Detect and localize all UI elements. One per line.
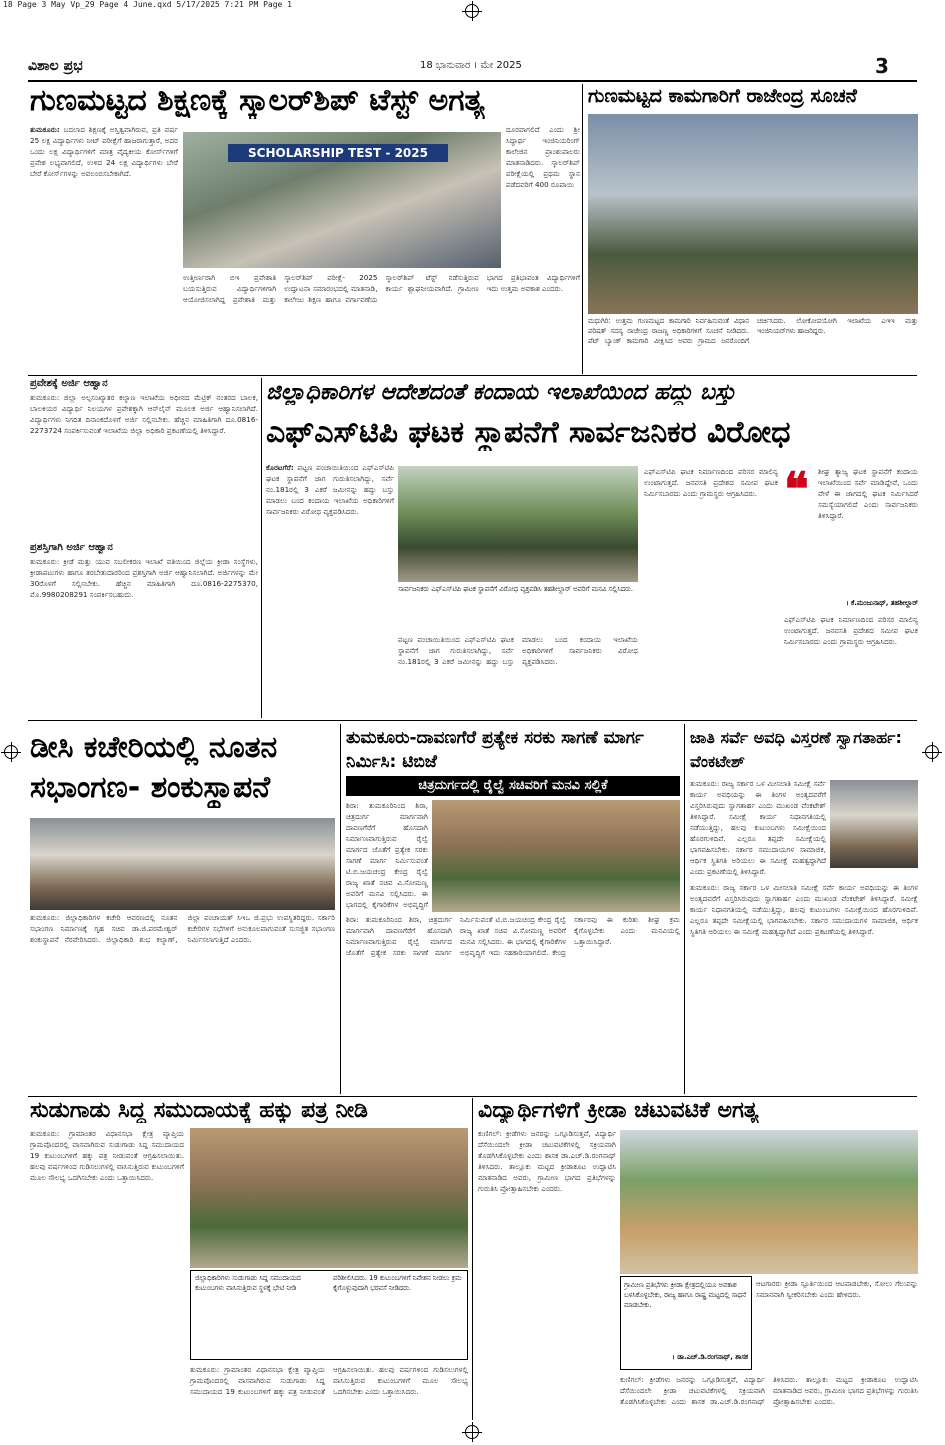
section-rule-3 [28, 1096, 917, 1097]
story4-photo-caption: ಸಾರ್ವಜನಿಕರು ಎಫ್‌ಎಸ್‌ಟಿಪಿ ಘಟಕ ಸ್ಥಾಪನೆಗೆ ವಿರೋಧ ವ್ಯಕ್ತಪಡಿಸಿ ತಹಶೀಲ್ದಾರ್ ಅವರಿಗೆ ಮನವಿ ಸಲ್ಲಿಸಿದರು. [398, 585, 634, 593]
masthead-name: ವಿಶಾಲ ಪ್ರಭ [28, 58, 83, 74]
story7-headline: ಜಾತಿ ಸರ್ವೆ ಅವಧಿ ವಿಸ್ತರಣೆ ಸ್ವಾಗತಾರ್ಹ: ವೆಂಕಟೇಶ್ [690, 728, 902, 771]
story8-text: ತುಮಕೂರು: ಗ್ರಾಮಾಂತರ ವಿಧಾನಸಭಾ ಕ್ಷೇತ್ರ ವ್ಯಾಪ್ತಿಯ ಗ್ರಾಮವೊಂದರಲ್ಲಿ ವಾಸವಾಗಿರುವ ಸುಡುಗಾಡು ಸಿದ್ದ ಸಮುದಾಯದ 19 ಕುಟುಂಬಗಳಿಗೆ ಹಕ್ಕು ಪತ್ರ ನೀಡುವಂತೆ ಆಗ್ರಹಿಸಲಾಯಿತು. ಹಲವು ವರ್ಷಗಳಿಂದ ಗುಡಿಸಲುಗಳಲ್ಲಿ ವಾಸಿಸುತ್ತಿರುವ ಕುಟುಂಬಗಳಿಗೆ ಮೂಲ ಸೌಲಭ್ಯ ಒದಗಿಸಬೇಕು ಎಂದು ಒತ್ತಾಯಿಸಿದರು. [30, 1129, 184, 1182]
story1-col1 [30, 124, 178, 319]
story4-quote: ಶೀಘ್ರ ತ್ಯಾಜ್ಯ ಘಟಕ ಸ್ಥಾಪನೆಗೆ ಕಂದಾಯ ಇಲಾಖೆಯಿಂದ ಸರ್ವೆ ಮಾಡಿದ್ದೇವೆ, ಒಂದು ವೇಳೆ ಈ ಜಾಗದಲ್ಲಿ ಘಟಕ ನಿರ್ಮಿಸಿದರೆ ಸಮಸ್ಯೆಯಾಗಲಿದೆ ಎಂದು ಸಾರ್ವಜನಿಕರು ತಿಳಿಸಿದ್ದಾರೆ. [818, 467, 918, 520]
story1-col5: ದೂರವಾಗಲಿದೆ ಎಂದು ಶ್ರೀ ಸಿದ್ಧಾರ್ಥ ಇಂಜಿನಿಯರಿಂಗ್ ಕಾಲೇಜಿನ ಪ್ರಾಂಶುಪಾಲರು ಮಾತನಾಡಿದರು. ಸ್ಕಾಲರ್‌ಶಿಪ್ ಪರೀಕ್ಷೆಯಲ್ಲಿ ಪ್ರಥಮ ಸ್ಥಾನ ಪಡೆದವರಿಗೆ 400 ರೂಪಾಯಿ [506, 125, 580, 189]
story8-text2: ತುಮಕೂರು: ಗ್ರಾಮಾಂತರ ವಿಧಾನಸಭಾ ಕ್ಷೇತ್ರ ವ್ಯಾಪ್ತಿಯ ಗ್ರಾಮವೊಂದರಲ್ಲಿ ವಾಸವಾಗಿರುವ ಸುಡುಗಾಡು ಸಿದ್ದ ಸಮುದಾಯದ 19 ಕುಟುಂಬಗಳಿಗೆ ಹಕ್ಕು ಪತ್ರ ನೀಡುವಂತೆ ಆಗ್ರಹಿಸಲಾಯಿತು. ಹಲವು ವರ್ಷಗಳಿಂದ ಗುಡಿಸಲುಗಳಲ್ಲಿ ವಾಸಿಸುತ್ತಿರುವ ಕುಟುಂಬಗಳಿಗೆ ಮೂಲ ಸೌಲಭ್ಯ ಒದಗಿಸಬೇಕು ಎಂದು ಒತ್ತಾಯಿಸಿದರು. [190, 1365, 468, 1396]
story1-dateline: ತುಮಕೂರು: [30, 125, 60, 134]
story6-banner: ಚಿತ್ರದುರ್ಗದಲ್ಲಿ ರೈಲ್ವೆ ಸಚಿವರಿಗೆ ಮನವಿ ಸಲ್ಲಿಕೆ [346, 776, 680, 796]
story5-text: ತುಮಕೂರು: ಜಿಲ್ಲಾಧಿಕಾರಿಗಳ ಕಚೇರಿ ಆವರಣದಲ್ಲಿ ನೂತನ ಸಭಾಂಗಣ ನಿರ್ಮಾಣಕ್ಕೆ ಗೃಹ ಸಚಿವ ಡಾ.ಜಿ.ಪರಮೇಶ್ವರ್ ಶಂಕುಸ್ಥಾಪನೆ ನೆರವೇರಿಸಿದರು. ಜಿಲ್ಲಾಧಿಕಾರಿ ಶುಭ ಕಲ್ಯಾಣ್, ಜಿಲ್ಲಾ ಪಂಚಾಯತ್ ಸಿಇಒ ಜಿ.ಪ್ರಭು ಉಪಸ್ಥಿತರಿದ್ದರು. ಸರ್ಕಾರಿ ಕಚೇರಿಗಳ ಸಭೆಗಳಿಗೆ ಅನುಕೂಲವಾಗುವಂತೆ ಸುಸಜ್ಜಿತ ಸಭಾಂಗಣ ನಿರ್ಮಿಸಲಾಗುತ್ತಿದೆ ಎಂದರು. [30, 913, 335, 944]
story6-col1: ಶಿರಾ: ತುಮಕೂರಿನಿಂದ ಶಿರಾ, ಚಿತ್ರದುರ್ಗ ಮಾರ್ಗವಾಗಿ ದಾವಣಗೆರೆಗೆ ಹೊಸದಾಗಿ ನಿರ್ಮಾಣವಾಗುತ್ತಿರುವ ರೈಲ್ವೆ ಮಾರ್ಗದ ಜೊತೆಗೆ ಪ್ರತ್ಯೇಕ ಸರಕು ಸಾಗಣೆ ಮಾರ್ಗ ನಿರ್ಮಿಸುವಂತೆ ಟಿ.ಬಿ.ಜಯಚಂದ್ರ ಕೇಂದ್ರ ರೈಲ್ವೆ ರಾಜ್ಯ ಖಾತೆ ಸಚಿವ ವಿ.ಸೋಮಣ್ಣ ಅವರಿಗೆ ಮನವಿ ಸಲ್ಲಿಸಿದರು. ಈ ಭಾಗದಲ್ಲಿ ಕೈಗಾರಿಕೆಗಳ ಅಭಿವೃದ್ಧಿಗೆ [346, 801, 428, 909]
story4-col3: ಎಫ್‌ಎಸ್‌ಟಿಪಿ ಘಟಕ ನಿರ್ಮಾಣದಿಂದ ಪರಿಸರ ಮಾಲಿನ್ಯ ಉಂಟಾಗುತ್ತದೆ. ಜನವಸತಿ ಪ್ರದೇಶದ ಸಮೀಪ ಘಟಕ ನಿರ್ಮಿಸಬಾರದು ಎಂದು ಗ್ರಾಮಸ್ಥರು ಆಗ್ರಹಿಸಿದರು. [644, 467, 778, 498]
story5-headline: ಡೀಸಿ ಕಚೇರಿಯಲ್ಲಿ ನೂತನ ಸಭಾಂಗಣ- ಶಂಕುಸ್ಥಾಪನೆ [30, 730, 278, 805]
page-number: 3 [875, 54, 889, 78]
story3-text2: ತುಮಕೂರು: ಕ್ರೀಡೆ ಮತ್ತು ಯುವ ಸಬಲೀಕರಣ ಇಲಾಖೆ ವತಿಯಿಂದ ಜಿಲ್ಲೆಯ ಕ್ರೀಡಾ ಸಂಸ್ಥೆಗಳು, ಕ್ರೀಡಾಪಟುಗಳು ಹಾಗೂ ತರಬೇತುದಾರರಿಂದ ಪ್ರಶಸ್ತಿಗಾಗಿ ಅರ್ಜಿ ಆಹ್ವಾನಿಸಲಾಗಿದೆ. ಅರ್ಜಿಗಳನ್ನು ಮೇ 30ರೊಳಗೆ ಸಲ್ಲಿಸಬೇಕು. ಹೆಚ್ಚಿನ ಮಾಹಿತಿಗಾಗಿ ದೂ.0816-2275370, ಮೊ.9980208291 ಸಂಪರ್ಕಿಸಬಹುದು. [30, 557, 258, 599]
story6-text: ಶಿರಾ: ತುಮಕೂರಿನಿಂದ ಶಿರಾ, ಚಿತ್ರದುರ್ಗ ಮಾರ್ಗವಾಗಿ ದಾವಣಗೆರೆಗೆ ಹೊಸದಾಗಿ ನಿರ್ಮಾಣವಾಗುತ್ತಿರುವ ರೈಲ್ವೆ ಮಾರ್ಗದ ಜೊತೆಗೆ ಪ್ರತ್ಯೇಕ ಸರಕು ಸಾಗಣೆ ಮಾರ್ಗ ನಿರ್ಮಿಸುವಂತೆ ಟಿ.ಬಿ.ಜಯಚಂದ್ರ ಕೇಂದ್ರ ರೈಲ್ವೆ ರಾಜ್ಯ ಖಾತೆ ಸಚಿವ ವಿ.ಸೋಮಣ್ಣ ಅವರಿಗೆ ಮನವಿ ಸಲ್ಲಿಸಿದರು. ಈ ಭಾಗದಲ್ಲಿ ಕೈಗಾರಿಕೆಗಳ ಅಭಿವೃದ್ಧಿಗೆ ಇದು ಸಹಕಾರಿಯಾಗಲಿದೆ. ಕೇಂದ್ರ ಸರ್ಕಾರವು ಈ ಕುರಿತು ಶೀಘ್ರ ಕ್ರಮ ಕೈಗೊಳ್ಳಬೇಕು ಎಂದು ಮನವಿಯಲ್ಲಿ ಒತ್ತಾಯಿಸಿದ್ದಾರೆ. [346, 915, 680, 957]
story4-col-bottom: ಪಟ್ಟಣ ಪಂಚಾಯಿತಿಯಿಂದ ಎಫ್‌ಎಸ್‌ಟಿಪಿ ಘಟಕ ಸ್ಥಾಪನೆಗೆ ಜಾಗ ಗುರುತಿಸಲಾಗಿದ್ದು, ಸರ್ವೆ ನಂ.181ರಲ್ಲಿ 3 ಎಕರೆ ಜಮೀನನ್ನು ಹದ್ದು ಬಸ್ತು ಮಾಡಲು ಬಂದ ಕಂದಾಯ ಇಲಾಖೆಯ ಅಧಿಕಾರಿಗಳಿಗೆ ಸಾರ್ವಜನಿಕರು ವಿರೋಧ ವ್ಯಕ್ತಪಡಿಸಿದರು. [398, 635, 638, 666]
crop-mark-bottom [465, 1425, 479, 1439]
story7-col-top: ತುಮಕೂರು: ರಾಜ್ಯ ಸರ್ಕಾರ ಒಳ ಮೀಸಲಾತಿ ಸಮೀಕ್ಷೆ ಸರ್ವೆ ಕಾರ್ಯ ಅವಧಿಯನ್ನು ಈ ತಿಂಗಳ ಅಂತ್ಯದವರೆಗೆ ವಿಸ್ತರಿಸಿರುವುದು ಸ್ವಾಗತಾರ್ಹ ಎಂದು ಮುಖಂಡ ವೆಂಕಟೇಶ್ ತಿಳಿಸಿದ್ದಾರೆ. ಸಮೀಕ್ಷೆ ಕಾರ್ಯ ನಿಧಾನಗತಿಯಲ್ಲಿ ನಡೆಯುತ್ತಿದ್ದು, ಹಲವು ಕುಟುಂಬಗಳು ಸಮೀಕ್ಷೆಯಿಂದ ಹೊರಗುಳಿದಿವೆ. ಎಲ್ಲರೂ ತಪ್ಪದೇ ಸಮೀಕ್ಷೆಯಲ್ಲಿ ಭಾಗವಹಿಸಬೇಕು. ಸರ್ಕಾರ ಸಮುದಾಯಗಳ ಸಾಮಾಜಿಕ, ಆರ್ಥಿಕ ಸ್ಥಿತಿಗತಿ ಅರಿಯಲು ಈ ಸಮೀಕ್ಷೆ ಮಹತ್ವದ್ದಾಗಿದೆ ಎಂದು ಪ್ರಕಟಣೆಯಲ್ಲಿ ತಿಳಿಸಿದ್ದಾರೆ. [690, 779, 826, 876]
fstp-protest-photo [398, 466, 638, 582]
foundation-stone-photo [30, 818, 335, 910]
story9-quote: ಗ್ರಾಮೀಣ ಪ್ರತಿಭೆಗಳು ಕ್ರೀಡಾ ಕ್ಷೇತ್ರದಲ್ಲಿಯೂ ಅವಕಾಶ ಬಳಸಿಕೊಳ್ಳಬೇಕು, ರಾಜ್ಯ ಹಾಗೂ ರಾಷ್ಟ್ರ ಮಟ್ಟದಲ್ಲಿ ಸಾಧನೆ ಮಾಡಬೇಕು. [624, 1281, 747, 1309]
story4-kicker: ಜಿಲ್ಲಾಧಿಕಾರಿಗಳ ಆದೇಶದಂತೆ ಕಂದಾಯ ಇಲಾಖೆಯಿಂದ ಹದ್ದು ಬಸ್ತು [266, 380, 736, 405]
story4-col1-text: ಪಟ್ಟಣ ಪಂಚಾಯಿತಿಯಿಂದ ಎಫ್‌ಎಸ್‌ಟಿಪಿ ಘಟಕ ಸ್ಥಾಪನೆಗೆ ಜಾಗ ಗುರುತಿಸಲಾಗಿದ್ದು, ಸರ್ವೆ ನಂ.181ರಲ್ಲಿ 3 ಎಕರೆ ಜಮೀನನ್ನು ಹದ್ದು ಬಸ್ತು ಮಾಡಲು ಬಂದ ಕಂದಾಯ ಇಲಾಖೆಯ ಅಧಿಕಾರಿಗಳಿಗೆ ಸಾರ್ವಜನಿಕರು ವಿರೋಧ ವ್ಯಕ್ತಪಡಿಸಿದರು. [266, 463, 394, 516]
masthead-date: 18 ಭಾನುವಾರ । ಮೇ 2025 [420, 60, 522, 71]
story7-text: ತುಮಕೂರು: ರಾಜ್ಯ ಸರ್ಕಾರ ಒಳ ಮೀಸಲಾತಿ ಸಮೀಕ್ಷೆ ಸರ್ವೆ ಕಾರ್ಯ ಅವಧಿಯನ್ನು ಈ ತಿಂಗಳ ಅಂತ್ಯದವರೆಗೆ ವಿಸ್ತರಿಸಿರುವುದು ಸ್ವಾಗತಾರ್ಹ ಎಂದು ಮುಖಂಡ ವೆಂಕಟೇಶ್ ತಿಳಿಸಿದ್ದಾರೆ. ಸಮೀಕ್ಷೆ ಕಾರ್ಯ ನಿಧಾನಗತಿಯಲ್ಲಿ ನಡೆಯುತ್ತಿದ್ದು, ಹಲವು ಕುಟುಂಬಗಳು ಸಮೀಕ್ಷೆಯಿಂದ ಹೊರಗುಳಿದಿವೆ. ಎಲ್ಲರೂ ತಪ್ಪದೇ ಸಮೀಕ್ಷೆಯಲ್ಲಿ ಭಾಗವಹಿಸಬೇಕು. ಸರ್ಕಾರ ಸಮುದಾಯಗಳ ಸಾಮಾಜಿಕ, ಆರ್ಥಿಕ ಸ್ಥಿತಿಗತಿ ಅರಿಯಲು ಈ ಸಮೀಕ್ಷೆ ಮಹತ್ವದ್ದಾಗಿದೆ ಎಂದು ಪ್ರಕಟಣೆಯಲ್ಲಿ ತಿಳಿಸಿದ್ದಾರೆ. [690, 883, 918, 936]
story3-headline: ಪ್ರವೇಶಕ್ಕೆ ಅರ್ಜಿ ಆಹ್ವಾನ [30, 378, 108, 389]
story9-quote-by: । ಡಾ.ಎಚ್.ಡಿ.ರಂಗನಾಥ್, ಶಾಸಕ [672, 1353, 748, 1361]
crop-mark-right [925, 745, 939, 759]
story1-bottom: ಉತ್ತೀರ್ಣರಾಗಿ ಬಿಇ ಪ್ರವೇಶಾತಿ ಬಯಸುತ್ತಿರುವ ವಿದ್ಯಾರ್ಥಿಗಳಿಗಾಗಿ ಆಯೋಜಿಸಲಾಗಿದ್ದ ಪ್ರವೇಶಾತಿ ಮತ್ತು ಸ್ಕಾಲರ್‌ಶಿಪ್ ಪರೀಕ್ಷೆ- 2025 ಉದ್ಘಾಟನಾ ಸಮಾರಂಭದಲ್ಲಿ ಮಾತನಾಡಿ, ಕಾಲೇಜು ಶಿಕ್ಷಣ ಹಾಗೂ ವರ್ಗಾವಣೆಯ ಸ್ಕಾಲರ್‌ಶಿಪ್ ಟೆಸ್ಟ್ ನಡೆಸುತ್ತಿರುವ ಕಾರ್ಯ ಶ್ಲಾಘನೀಯವಾಗಿದೆ. ಗ್ರಾಮೀಣ ಭಾಗದ ಪ್ರತಿಭಾವಂತ ವಿದ್ಯಾರ್ಥಿಗಳಿಗೆ ಇದು ಉತ್ತಮ ಅವಕಾಶ ಎಂದರು. [183, 273, 580, 304]
story1-col1-text: ಬದಲಾದ ಶಿಕ್ಷಣಕ್ಕೆ ಅಸ್ತಿತ್ವವಾಗಿರುವ, ಪ್ರತಿ ವರ್ಷ 25 ಲಕ್ಷ ವಿದ್ಯಾರ್ಥಿಗಳು ನೀಟ್ ಪರೀಕ್ಷೆಗೆ ಹಾಜರಾಗುತ್ತಾರೆ, ಅದರ ಒಂದು ಲಕ್ಷ ವಿದ್ಯಾರ್ಥಿಗಳಿಗೆ ಮಾತ್ರ ವೈದ್ಯಕೀಯ ಕೋರ್ಸ್‌ಗಳಿಗೆ ಪ್ರವೇಶ ಲಭ್ಯವಾಗಲಿದೆ, ಉಳಿದ 24 ಲಕ್ಷ ವಿದ್ಯಾರ್ಥಿಗಳು ಬೇರೆ ಬೇರೆ ಕೋರ್ಸ್‌ಗಳನ್ನು ಅವಲಂಬಿಸಬೇಕಾಗಿದೆ. [30, 125, 178, 178]
story6-headline: ತುಮಕೂರು-ದಾವಣಗೆರೆ ಪ್ರತ್ಯೇಕ ಸರಕು ಸಾಗಣೆ ಮಾರ್ಗ ನಿರ್ಮಿಸಿ: ಟಿಬಿಜೆ [346, 728, 644, 772]
crop-mark-left [4, 745, 18, 759]
story9-col3: ಆಟಗಾರರು ಕ್ರೀಡಾ ಸ್ಪೂರ್ತಿಯಿಂದ ಆಟವಾಡಬೇಕು, ಸೋಲು ಗೆಲುವನ್ನು ಸಮಾನವಾಗಿ ಸ್ವೀಕರಿಸಬೇಕು ಎಂದು ಹೇಳಿದರು. [756, 1279, 918, 1299]
story9-headline: ವಿದ್ಯಾರ್ಥಿಗಳಿಗೆ ಕ್ರೀಡಾ ಚಟುವಟಿಕೆ ಅಗತ್ಯ [478, 1098, 759, 1123]
story8-headline: ಸುಡುಗಾಡು ಸಿದ್ದ ಸಮುದಾಯಕ್ಕೆ ಹಕ್ಕು ಪತ್ರ ನೀಡಿ [30, 1098, 368, 1123]
masthead-rule [28, 80, 917, 82]
story1-headline: ಗುಣಮಟ್ಟದ ಶಿಕ್ಷಣಕ್ಕೆ ಸ್ಕಾಲರ್‌ಶಿಪ್ ಟೆಸ್ಟ್ ಅಗತ್ಯ [30, 84, 485, 118]
story4-col4: ಎಫ್‌ಎಸ್‌ಟಿಪಿ ಘಟಕ ನಿರ್ಮಾಣದಿಂದ ಪರಿಸರ ಮಾಲಿನ್ಯ ಉಂಟಾಗುತ್ತದೆ. ಜನವಸತಿ ಪ್ರದೇಶದ ಸಮೀಪ ಘಟಕ ನಿರ್ಮಿಸಬಾರದು ಎಂದು ಗ್ರಾಮಸ್ಥರು ಆಗ್ರಹಿಸಿದರು. [784, 615, 918, 646]
railway-minister-photo [432, 800, 680, 912]
sports-team-photo [620, 1130, 918, 1274]
venkatesh-portrait [830, 780, 918, 868]
story4-dateline: ಕೊರಟಗೆರೆ: [266, 463, 294, 472]
section-rule-2 [28, 720, 917, 721]
story8-caption-box [190, 1270, 468, 1360]
divider-story8 [472, 1098, 473, 1420]
sudugadu-siddha-photo [190, 1128, 468, 1268]
story4-headline: ಎಫ್‌ಎಸ್‌ಟಿಪಿ ಘಟಕ ಸ್ಥಾಪನೆಗೆ ಸಾರ್ವಜನಿಕರ ವಿರೋಧ [266, 416, 791, 450]
print-slug: 18 Page 3 May Vp_29 Page 4 June.qxd 5/17/2025 7:21 PM Page 1 [3, 0, 292, 9]
story3-text: ತುಮಕೂರು: ಜಿಲ್ಲಾ ಅಲ್ಪಸಂಖ್ಯಾತರ ಕಲ್ಯಾಣ ಇಲಾಖೆಯ ಅಧೀನದ ಮೆಟ್ರಿಕ್ ನಂತರದ ಬಾಲಕ, ಬಾಲಕಿಯರ ವಿದ್ಯಾರ್ಥಿ ನಿಲಯಗಳ ಪ್ರವೇಶಕ್ಕಾಗಿ ಆನ್‌ಲೈನ್ ಮೂಲಕ ಅರ್ಜಿ ಆಹ್ವಾನಿಸಲಾಗಿದೆ. ವಿದ್ಯಾರ್ಥಿಗಳು ನಿಗದಿತ ದಿನಾಂಕದೊಳಗೆ ಅರ್ಜಿ ಸಲ್ಲಿಸಬೇಕು. ಹೆಚ್ಚಿನ ಮಾಹಿತಿಗಾಗಿ ದೂ.0816-2273724 ಸಂಪರ್ಕಿಸುವಂತೆ ಇಲಾಖೆಯ ಜಿಲ್ಲಾ ಅಧಿಕಾರಿ ಪ್ರಕಟಣೆಯಲ್ಲಿ ತಿಳಿಸಿದ್ದಾರೆ. [30, 393, 258, 435]
section-rule-1 [28, 375, 917, 376]
divider-story5 [340, 724, 341, 1094]
scholarship-banner: SCHOLARSHIP TEST - 2025 [228, 144, 448, 162]
story8-caption: ಜಿಲ್ಲಾಧಿಕಾರಿಗಳು ಸುಡುಗಾಡು ಸಿದ್ದ ಸಮುದಾಯದ ಕುಟುಂಬಗಳು ವಾಸಿಸುತ್ತಿರುವ ಸ್ಥಳಕ್ಕೆ ಭೇಟಿ ನೀಡಿ ಪರಿಶೀಲಿಸಿದರು. 19 ಕುಟುಂಬಗಳಿಗೆ ನಿವೇಶನ ನೀಡಲು ಕ್ರಮ ಕೈಗೊಳ್ಳುವುದಾಗಿ ಭರವಸೆ ನೀಡಿದರು. [195, 1274, 462, 1292]
divider-story6 [684, 724, 685, 1094]
road-work-photo [588, 114, 918, 314]
story3-sub: ಪ್ರಶಸ್ತಿಗಾಗಿ ಅರ್ಜಿ ಆಹ್ವಾನ [30, 542, 113, 553]
divider-story1 [582, 84, 583, 374]
story2-headline: ಗುಣಮಟ್ಟದ ಕಾಮಗಾರಿಗೆ ರಾಜೇಂದ್ರ ಸೂಚನೆ [588, 86, 857, 107]
story2-caption: ಮಧುಗಿರಿ: ಉತ್ತಮ ಗುಣಮಟ್ಟದ ಕಾಮಗಾರಿ ನಿರ್ವಹಿಸುವಂತೆ ವಿಧಾನ ಪರಿಷತ್ ಸದಸ್ಯ ರಾಜೇಂದ್ರ ರಾಜಣ್ಣ ಅಧಿಕಾರಿಗಳಿಗೆ ಸೂಚನೆ ನೀಡಿದರು. ಪೆಟ್ ಬ್ಯಾಂಕ್ ಕಾಮಗಾರಿ ವೀಕ್ಷಿಸಿದ ಅವರು ಗ್ರಾಮದ ಜನರೊಂದಿಗೆ ಚರ್ಚಿಸಿದರು. ಲೋಕೋಪಯೋಗಿ ಇಲಾಖೆಯ ಎಇಇ ಮತ್ತು ಇಂಜಿನಿಯರ್‌ಗಳು ಹಾಜರಿದ್ದರು. [588, 317, 918, 345]
quote-mark-icon: ❝ [784, 462, 809, 516]
story4-col1 [266, 462, 394, 712]
story4-quote-by: । ಕೆ.ಮಂಜುನಾಥ್, ತಹಶೀಲ್ದಾರ್ [846, 599, 918, 607]
story9-text: ಕುಣಿಗಲ್: ಕ್ರೀಡೆಗಳು ಜನರನ್ನು ಒಗ್ಗೂಡಿಸುತ್ತವೆ, ವಿದ್ಯಾರ್ಥಿ ದೆಸೆಯಿಂದಲೇ ಕ್ರೀಡಾ ಚಟುವಟಿಕೆಗಳಲ್ಲಿ ಸಕ್ರಿಯವಾಗಿ ತೊಡಗಿಸಿಕೊಳ್ಳಬೇಕು ಎಂದು ಶಾಸಕ ಡಾ.ಎಚ್.ಡಿ.ರಂಗನಾಥ್ ತಿಳಿಸಿದರು. ತಾಲ್ಲೂಕು ಮಟ್ಟದ ಕ್ರೀಡಾಕೂಟ ಉದ್ಘಾಟಿಸಿ ಮಾತನಾಡಿದ ಅವರು, ಗ್ರಾಮೀಣ ಭಾಗದ ಪ್ರತಿಭೆಗಳನ್ನು ಗುರುತಿಸಿ ಪ್ರೋತ್ಸಾಹಿಸಬೇಕು ಎಂದರು. [478, 1129, 616, 1193]
story9-tail: ಕುಣಿಗಲ್: ಕ್ರೀಡೆಗಳು ಜನರನ್ನು ಒಗ್ಗೂಡಿಸುತ್ತವೆ, ವಿದ್ಯಾರ್ಥಿ ದೆಸೆಯಿಂದಲೇ ಕ್ರೀಡಾ ಚಟುವಟಿಕೆಗಳಲ್ಲಿ ಸಕ್ರಿಯವಾಗಿ ತೊಡಗಿಸಿಕೊಳ್ಳಬೇಕು ಎಂದು ಶಾಸಕ ಡಾ.ಎಚ್.ಡಿ.ರಂಗನಾಥ್ ತಿಳಿಸಿದರು. ತಾಲ್ಲೂಕು ಮಟ್ಟದ ಕ್ರೀಡಾಕೂಟ ಉದ್ಘಾಟಿಸಿ ಮಾತನಾಡಿದ ಅವರು, ಗ್ರಾಮೀಣ ಭಾಗದ ಪ್ರತಿಭೆಗಳನ್ನು ಗುರುತಿಸಿ ಪ್ರೋತ್ಸಾಹಿಸಬೇಕು ಎಂದರು. [620, 1375, 918, 1406]
divider-story3 [261, 378, 262, 718]
story9-quote-box [620, 1276, 752, 1370]
scholarship-photo [183, 132, 501, 268]
crop-mark-top [465, 4, 479, 18]
